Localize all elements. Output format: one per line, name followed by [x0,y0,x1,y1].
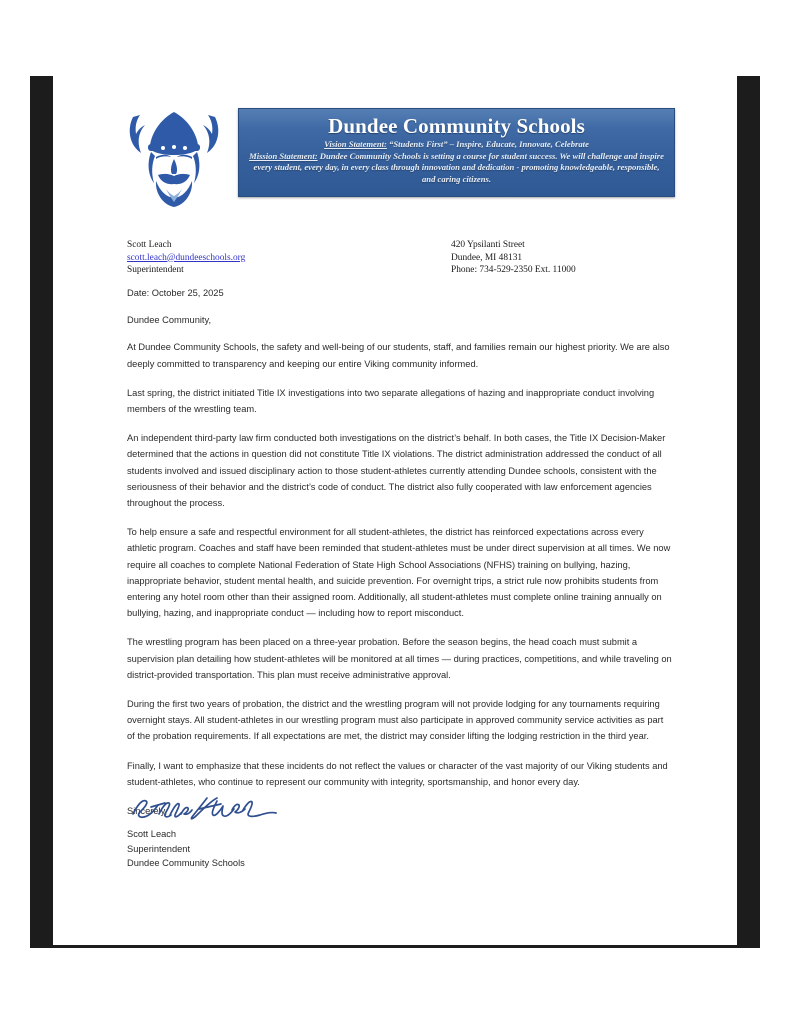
viking-mascot-logo [125,103,223,208]
body-paragraph: To help ensure a safe and respectful environment for all student-athletes, the district has reinforced expectations across every athletic program. Coaches and staff have been reminded that student-athletes must be under direct supervision at all times. We now require all coaches to complete National Federation of State High School Associations (NFHS) training on bullying, hazing, inappropriate behavior, student mental health, and suicide prevention. For overnight trips, a strict rule now prohibits students from entering any hotel room other than their assigned room. Additionally, all student-athletes must complete online training annually on bullying, hazing, and inappropriate conduct — including how to report misconduct. [127,527,671,619]
banner-title: Dundee Community Schools [328,114,585,138]
address-street: 420 Ypsilanti Street [451,240,525,250]
address-phone: Phone: 734-529-2350 Ext. 11000 [451,265,576,276]
sender-title: Superintendent [127,265,184,276]
organization-address-block [451,239,576,277]
viking-logo-icon [125,103,223,208]
mission-statement-label: Mission Statement: [249,150,318,161]
letter-page-content [53,76,737,945]
sender-email-link[interactable]: scott.leach@dundeeschools.org [127,252,246,263]
mission-statement [247,151,666,186]
letterhead [125,103,675,211]
signature-block [127,792,427,871]
closing-line: Sincerely, [127,806,168,817]
signature-text-lines [127,827,427,871]
sender-name: Scott Leach [127,240,172,250]
vision-statement [247,139,666,151]
mission-statement-text: Dundee Community Schools is setting a course for student success. We will challenge and inspire every student, every day, in every class through innovation and dedication - promoting knowledgeable, responsible, and caring citizens. [253,150,664,184]
letter-page [53,76,737,945]
handwritten-signature-image [129,792,279,826]
signer-name: Scott Leach [127,829,177,839]
body-paragraph: At Dundee Community Schools, the safety and well-being of our students, staff, and families remain our highest priority. We are also deeply committed to transparency and keeping our entire Viking community informed. [127,342,670,369]
salutation: Dundee Community, [127,315,212,326]
body-paragraph: During the first two years of probation, the district and the wrestling program will not provide lodging for any tournaments requiring overnight stays. All student-athletes in our wrestling program must also participate in approved community service activities as part of the probation requirements. If all expectations are met, the district may consider lifting the lodging restriction in the third year. [127,699,664,742]
sender-block [127,239,245,277]
signer-organization: Dundee Community Schools [127,858,245,869]
vision-statement-label: Vision Statement: [324,139,387,149]
body-paragraph: Finally, I want to emphasize that these incidents do not reflect the values or character of the vast majority of our Viking students and student-athletes, who continue to represent our community with integrity, sportsmanship, and honor every day. [127,760,668,787]
date-line: Date: October 25, 2025 [127,288,224,298]
body-paragraph: An independent third-party law firm conducted both investigations on the district’s behalf. In both cases, the Title IX Decision-Maker determined that the actions in question did not constitute Title IX violations. The district administration addressed the conduct of all students involved and issued disciplinary action to those student-athletes currently attending Dundee schools, consistent with the seriousness of their behavior and the district’s code of conduct. The district also fully cooperated with law enforcement agencies throughout the process. [127,433,666,509]
vision-statement-text: “Students First” – Inspire, Educate, Innovate, Celebrate [386,139,589,149]
letterhead-banner [238,108,675,197]
letter-body [127,285,672,832]
body-paragraph: The wrestling program has been placed on a three-year probation. Before the season begins, the head coach must submit a supervision plan detailing how student-athletes will be monitored at all times — during practices, competitions, and while traveling on district-provided transportation. This plan must receive administrative approval. [127,637,672,680]
signer-title: Superintendent [127,843,191,854]
body-paragraph: Last spring, the district initiated Title IX investigations into two separate allegations of hazing and inappropriate conduct involving members of the wrestling team. [127,387,655,415]
address-city-state-zip: Dundee, MI 48131 [451,252,523,263]
